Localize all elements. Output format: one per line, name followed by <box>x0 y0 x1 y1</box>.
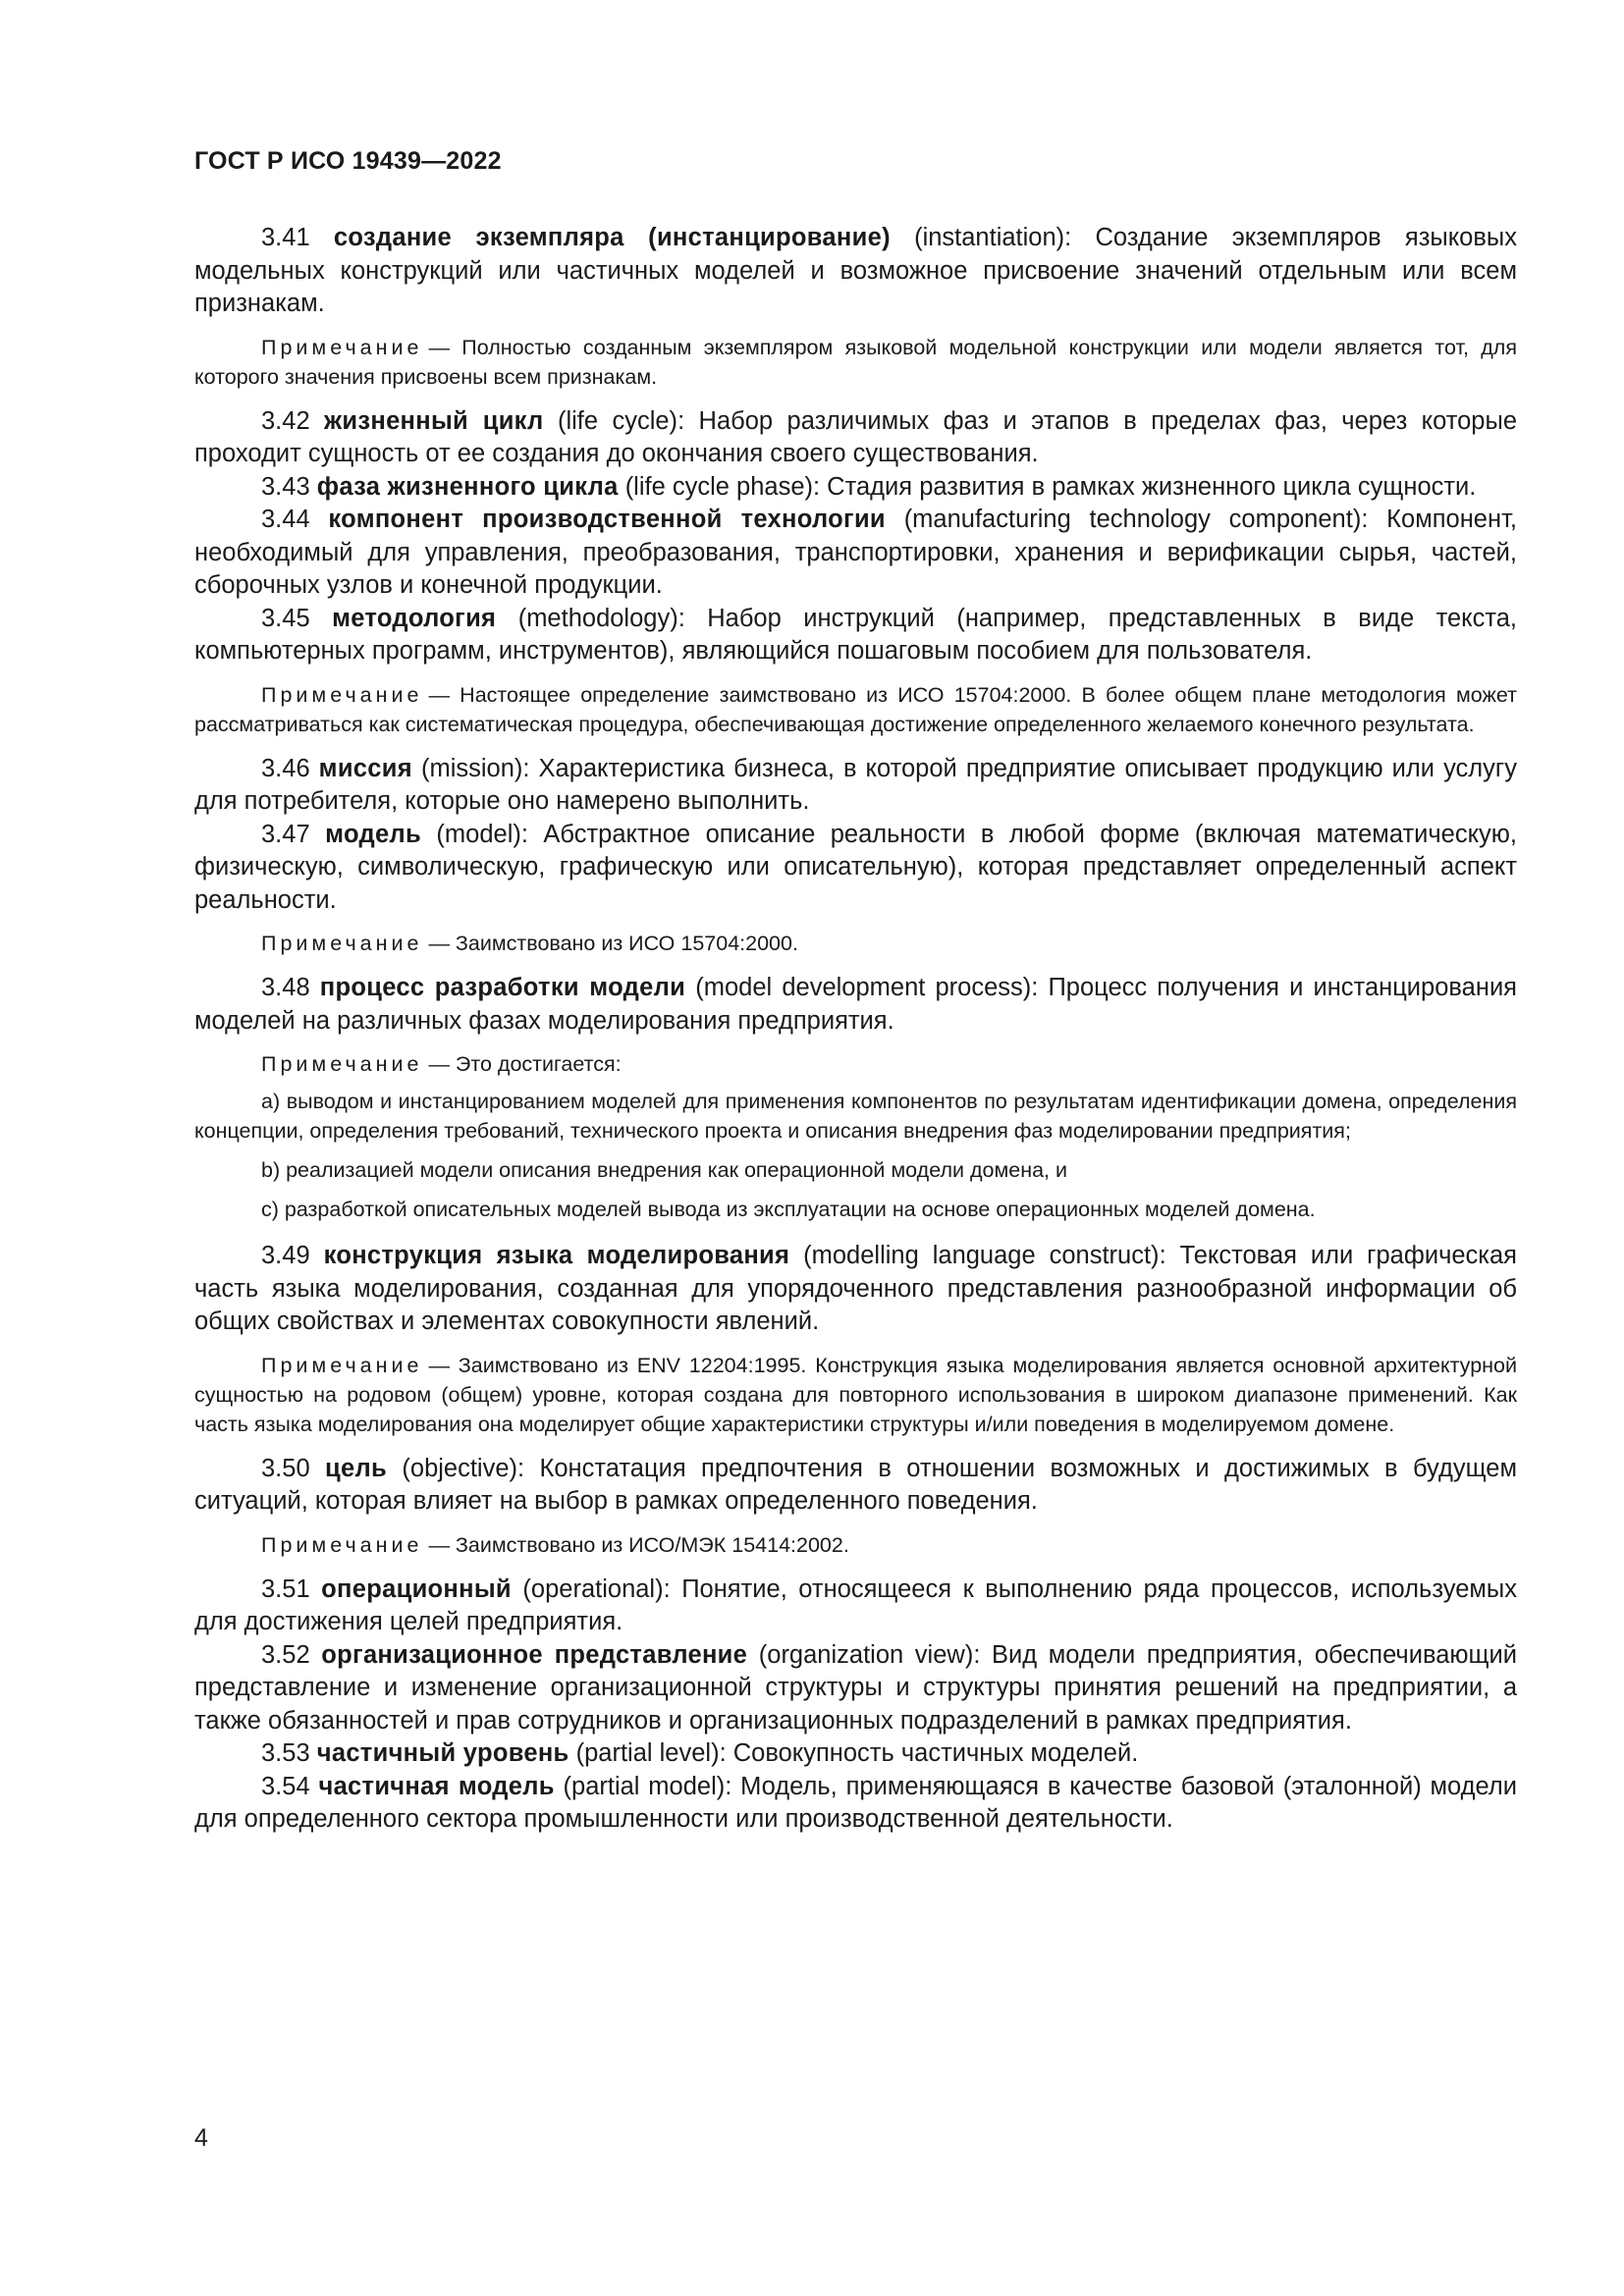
note-3-41 <box>194 333 1517 392</box>
note-text: — Заимствовано из ИСО 15704:2000. <box>428 932 798 955</box>
term-entry-3-45 <box>194 603 1517 668</box>
term-name: создание экземпляра (инстанцирование) <box>333 224 891 251</box>
term-entry-3-47 <box>194 819 1517 918</box>
term-name: операционный <box>321 1575 512 1603</box>
document-header: ГОСТ Р ИСО 19439—2022 <box>194 147 502 175</box>
term-definition: : Совокупность частичных моделей. <box>719 1739 1139 1767</box>
note-label: Примечание <box>261 932 423 955</box>
note-label: Примечание <box>261 1532 423 1557</box>
term-entry-3-48 <box>194 972 1517 1038</box>
note-list-item-a: а) выводом и инстанцированием моделей для применения компонентов по результатам идентификации домена, определения концепции, определения требований, технического проекта и описания внедрения фаз моделировании предприятия; <box>194 1090 1517 1143</box>
term-entry-3-49 <box>194 1240 1517 1339</box>
term-number: 3.41 <box>261 224 310 251</box>
term-english: (manufacturing technology component) <box>903 506 1362 533</box>
term-definition: : Констатация предпочтения в отношении возможных и достижимых в будущем ситуаций, которая влияет на выбор в рамках определенного поведения. <box>194 1454 1517 1515</box>
note-text: — Это достигается: <box>428 1052 622 1076</box>
note-text: — Настоящее определение заимствовано из ИСО 15704:2000. В более общем плане методология может рассматриваться как систематическая процедура, обеспечивающая достижение определенного желаемого конечного результата. <box>194 682 1517 736</box>
page-number: 4 <box>194 2124 208 2152</box>
note-3-49 <box>194 1351 1517 1439</box>
term-english: (partial model) <box>563 1772 726 1800</box>
term-entry-3-53 <box>194 1737 1517 1771</box>
term-number: 3.50 <box>261 1454 310 1482</box>
term-english: (operational) <box>522 1575 664 1603</box>
term-number: 3.53 <box>261 1739 310 1767</box>
term-definition: : Стадия развития в рамках жизненного цикла сущности. <box>813 472 1477 501</box>
note-label: Примечание <box>261 1353 423 1377</box>
term-entry-3-43 <box>194 471 1517 505</box>
note-label: Примечание <box>261 682 423 707</box>
term-definition: : Вид модели предприятия, обеспечивающий представление и изменение организационной структуры и структуры принятия решений на предприятии, а также обязанностей и прав сотрудников и организационных подразделений в рамках предприятия. <box>194 1640 1517 1735</box>
note-text: — Заимствовано из ИСО/МЭК 15414:2002. <box>428 1532 849 1557</box>
term-english: (methodology) <box>517 604 678 632</box>
note-3-50 <box>194 1530 1517 1560</box>
term-definition: : Абстрактное описание реальности в любой форме (включая математическую, физическую, символическую, графическую или описательную), которая представляет определенный аспект реальности. <box>194 820 1517 914</box>
term-name: жизненный цикл <box>324 406 544 435</box>
term-english: (objective) <box>402 1454 518 1482</box>
term-number: 3.48 <box>261 974 310 1001</box>
term-entry-3-52 <box>194 1639 1517 1738</box>
term-number: 3.44 <box>261 506 310 533</box>
note-label: Примечание <box>261 335 423 359</box>
term-name: организационное представление <box>321 1640 748 1669</box>
note-3-48 <box>194 1049 1517 1079</box>
note-text: — Заимствовано из ENV 12204:1995. Конструкция языка моделирования является основной архитектурной сущностью на родовом (общем) уровне, которая создана для повторного использования в широком диапазоне применений. Как часть языка моделирования она моделирует общие характеристики структуры и/или поведения в моделируемом домене. <box>194 1353 1517 1436</box>
term-entry-3-54 <box>194 1771 1517 1837</box>
term-name: процесс разработки модели <box>319 974 686 1001</box>
term-english: (modelling language construct) <box>803 1242 1160 1269</box>
note-list-item-b: b) реализацией модели описания внедрения как операционной модели домена, и <box>261 1158 1067 1182</box>
term-name: компонент производственной технологии <box>328 506 886 533</box>
term-entry-3-42 <box>194 405 1517 471</box>
term-english: (life cycle phase) <box>624 472 814 501</box>
term-name: цель <box>325 1454 387 1482</box>
term-english: (partial level) <box>575 1739 720 1767</box>
term-number: 3.49 <box>261 1242 310 1269</box>
note-3-45 <box>194 680 1517 739</box>
document-body <box>194 222 1517 1837</box>
term-number: 3.51 <box>261 1575 310 1603</box>
term-name: конструкция языка моделирования <box>323 1242 790 1269</box>
term-definition: : Понятие, относящееся к выполнению ряда процессов, используемых для достижения целей предприятия. <box>194 1575 1517 1635</box>
note-list-item-c: c) разработкой описательных моделей вывода из эксплуатации на основе операционных моделей домена. <box>261 1198 1316 1221</box>
note-label: Примечание <box>261 1052 423 1076</box>
term-number: 3.54 <box>261 1772 310 1800</box>
term-number: 3.42 <box>261 406 310 435</box>
term-entry-3-50 <box>194 1453 1517 1519</box>
term-definition: : Компонент, необходимый для управления, преобразования, транспортировки, хранения и верификации сырья, частей, сборочных узлов и конечной продукции. <box>194 506 1518 599</box>
term-name: фаза жизненного цикла <box>316 472 619 501</box>
term-name: частичный уровень <box>316 1739 569 1767</box>
term-english: (organization view) <box>758 1640 974 1669</box>
term-number: 3.52 <box>261 1640 310 1669</box>
term-definition: : Модель, применяющаяся в качестве базовой (эталонной) модели для определенного сектора промышленности или производственной деятельности. <box>194 1772 1518 1833</box>
term-entry-3-44 <box>194 504 1517 603</box>
term-number: 3.47 <box>261 820 310 848</box>
term-definition: : Создание экземпляров языковых модельных конструкций или частичных моделей и возможное присвоение значений отдельным или всем признакам. <box>194 224 1517 317</box>
term-name: миссия <box>318 754 412 782</box>
term-name: модель <box>325 820 421 848</box>
term-name: методология <box>332 604 497 632</box>
term-definition: : Набор различимых фаз и этапов в пределах фаз, через которые проходит сущность от ее создания до окончания своего существования. <box>194 406 1518 467</box>
term-name: частичная модель <box>318 1772 555 1800</box>
term-number: 3.46 <box>261 754 310 782</box>
term-english: (life cycle) <box>557 406 678 435</box>
term-english: (instantiation) <box>914 224 1065 251</box>
term-entry-3-51 <box>194 1574 1517 1639</box>
term-english: (model development process) <box>695 974 1032 1001</box>
note-text: — Полностью созданным экземпляром языковой модельной конструкции или модели является тот, для которого значения присвоены всем признакам. <box>194 335 1517 389</box>
term-definition: : Набор инструкций (например, представленных в виде текста, компьютерных программ, инструментов), являющийся пошаговым пособием для пользователя. <box>194 604 1517 665</box>
term-number: 3.45 <box>261 604 310 632</box>
term-english: (model) <box>436 820 521 848</box>
term-entry-3-46 <box>194 753 1517 819</box>
term-definition: : Характеристика бизнеса, в которой предприятие описывает продукцию или услугу для потребителя, которые оно намерено выполнить. <box>194 754 1517 815</box>
term-english: (mission) <box>420 754 523 782</box>
note-3-47 <box>194 929 1517 958</box>
term-definition: : Текстовая или графическая часть языка моделирования, созданная для упорядоченного представления разнообразной информации об общих свойствах и элементах совокупности явлений. <box>194 1242 1517 1335</box>
term-number: 3.43 <box>261 472 310 501</box>
term-definition: : Процесс получения и инстанцирования моделей на различных фазах моделирования предприятия. <box>194 974 1517 1035</box>
term-entry-3-41 <box>194 222 1517 321</box>
